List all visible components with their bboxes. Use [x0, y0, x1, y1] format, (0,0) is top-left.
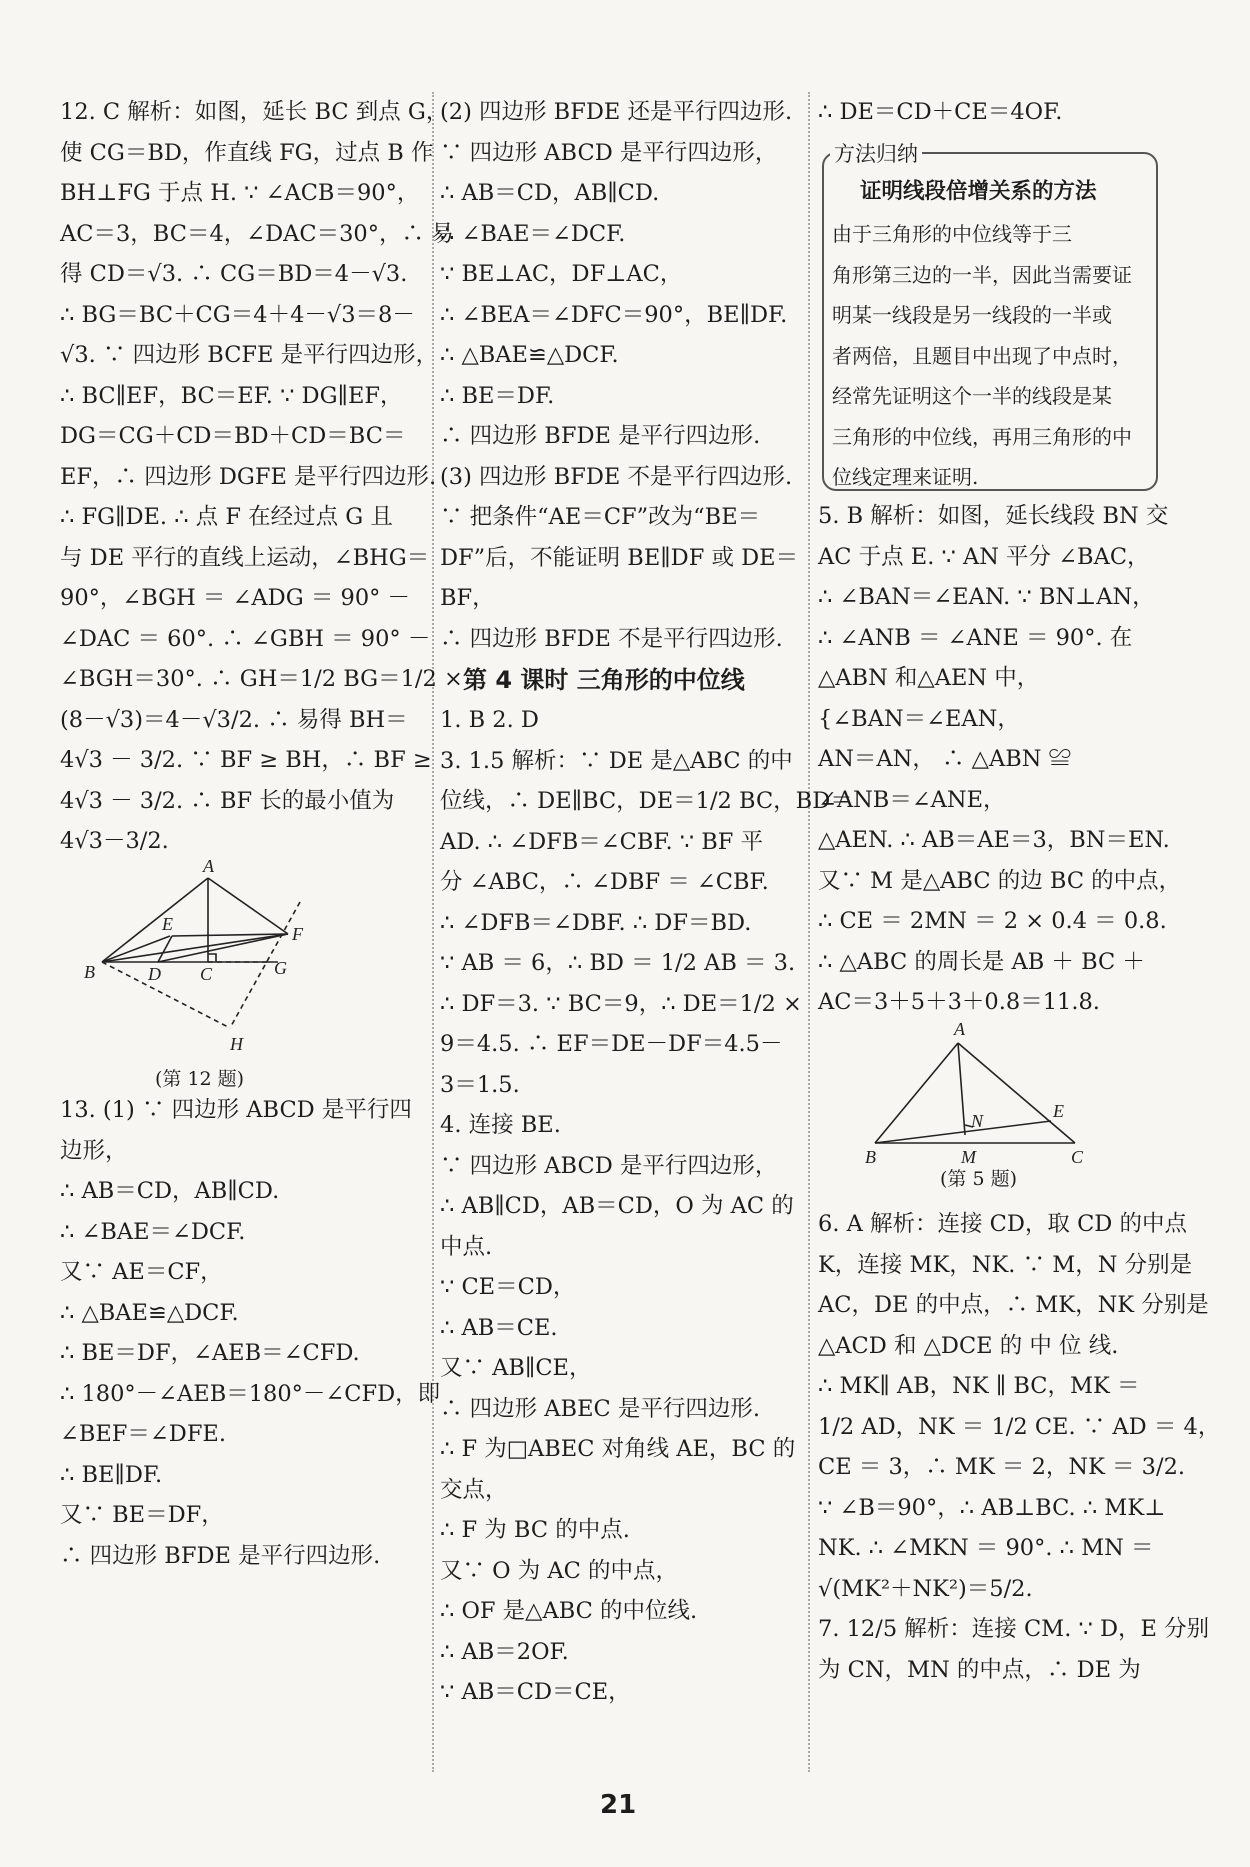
- text-line: 6. A 解析：连接 CD，取 CD 的中点: [818, 1211, 1187, 1237]
- text-line: (3) 四边形 BFDE 不是平行四边形.: [440, 463, 793, 490]
- column-3-top: [818, 92, 1062, 133]
- text-line: AC＝3，BC＝4，∠DAC＝30°，∴ 易: [60, 220, 454, 247]
- text-line: ∴ 四边形 BFDE 不是平行四边形.: [440, 625, 783, 652]
- column-1: [60, 92, 463, 862]
- label-M: M: [961, 1147, 976, 1165]
- text-line: 又∵ M 是△ABC 的边 BC 的中点，: [818, 867, 1182, 894]
- text-line: √3. ∵ 四边形 BCFE 是平行四边形，: [60, 342, 439, 368]
- text-line: 90°，∠BGH ＝ ∠ADG ＝ 90° －: [60, 585, 411, 611]
- text-line: ∴ DF＝3. ∵ BC＝9，∴ DE＝1/2 ×: [440, 990, 802, 1017]
- text-line: NK. ∴ ∠MKN ＝ 90°. ∴ MN ＝: [818, 1535, 1154, 1561]
- text-line: 得 CD＝√3. ∴ CG＝BD＝4－√3.: [60, 261, 408, 287]
- text-line: 1. B 2. D: [440, 707, 539, 733]
- text-line: ∵ AB＝CD＝CE，: [440, 1679, 631, 1705]
- text-line: △ABN 和△AEN 中，: [818, 665, 1040, 691]
- text-line: 7. 12/5 解析：连接 CM. ∵ D，E 分别: [818, 1616, 1210, 1642]
- text-line: 又∵ BE＝DF，: [60, 1502, 224, 1528]
- figure-5: [855, 1015, 1115, 1165]
- text-line: AD. ∴ ∠DFB＝∠CBF. ∵ BF 平: [440, 828, 764, 855]
- label-A: A: [203, 856, 214, 876]
- text-line: ∵ ∠B＝90°，∴ AB⊥BC. ∴ MK⊥: [818, 1494, 1166, 1521]
- label-B: B: [84, 962, 95, 982]
- text-line: ∴ OF 是△ABC 的中位线.: [440, 1598, 698, 1624]
- text-line: ∴ ∠BAE＝∠DCF.: [440, 220, 626, 247]
- text-line: 由于三角形的中位线等于三: [832, 222, 1072, 246]
- text-line: ∴ BC∥EF，BC＝EF. ∵ DG∥EF，: [60, 382, 403, 409]
- method-summary-body: [832, 214, 1147, 498]
- text-line: ∵ AB ＝ 6，∴ BD ＝ 1/2 AB ＝ 3.: [440, 950, 796, 976]
- text-line: ∠BGH＝30°. ∴ GH＝1/2 BG＝1/2 ×: [60, 666, 463, 692]
- text-line: ∴ ∠DFB＝∠DBF. ∴ DF＝BD.: [440, 909, 752, 936]
- text-line: ∴ F 为 BC 的中点.: [440, 1517, 630, 1543]
- text-line: ∵ BE⊥AC，DF⊥AC，: [440, 261, 683, 287]
- text-line: 又∵ AE＝CF，: [60, 1259, 223, 1285]
- text-line: ∴ MK∥ AB，NK ∥ BC，MK ＝: [818, 1373, 1140, 1399]
- text-line: ∴ ∠BAE＝∠DCF.: [60, 1218, 246, 1245]
- text-line: CE ＝ 3，∴ MK ＝ 2，NK ＝ 3/2.: [818, 1454, 1186, 1480]
- text-line: ∴ BE＝DF.: [440, 382, 555, 409]
- text-line: ∴ AB＝2OF.: [440, 1638, 569, 1665]
- text-line: EF，∴ 四边形 DGFE 是平行四边形.: [60, 463, 437, 490]
- page-number: 21: [600, 1790, 637, 1820]
- label-H: H: [230, 1034, 243, 1054]
- text-line: ∴ 四边形 BFDE 是平行四边形.: [440, 423, 761, 449]
- text-line: ∠BEF＝∠DFE.: [60, 1421, 227, 1447]
- label-F: F: [292, 924, 303, 944]
- label-D: D: [148, 964, 161, 984]
- text-line: ∠ANB＝∠ANE，: [818, 786, 1006, 813]
- text-line: 又∵ AB∥CE，: [440, 1355, 592, 1381]
- text-line: ∴ F 为□ABEC 对角线 AE，BC 的: [440, 1436, 796, 1462]
- text-line: ∴ ∠BAN＝∠EAN. ∵ BN⊥AN，: [818, 584, 1155, 610]
- text-line: ∵ 四边形 ABCD 是平行四边形，: [440, 139, 778, 166]
- text-line: ∴ △ABC 的周长是 AB ＋ BC ＋: [818, 948, 1145, 975]
- text-line: AN＝AN， ∴ △ABN ≌: [818, 746, 1072, 772]
- text-line: ∴ BG＝BC＋CG＝4＋4－√3＝8－: [60, 301, 415, 328]
- text-line: 1/2 AD，NK ＝ 1/2 CE. ∵ AD ＝ 4，: [818, 1413, 1221, 1440]
- label-N: N: [971, 1111, 984, 1131]
- text-line: 分 ∠ABC，∴ ∠DBF ＝ ∠CBF.: [440, 869, 769, 895]
- text-line: 中点.: [440, 1233, 493, 1260]
- column-1-lower: [60, 1090, 440, 1576]
- text-line: ∠DAC ＝ 60°. ∴ ∠GBH ＝ 90° －: [60, 625, 431, 652]
- text-line: 位线，∴ DE∥BC，DE＝1/2 BC，BD＝: [440, 788, 853, 814]
- text-line: 角形第三边的一半，因此当需要证: [832, 262, 1132, 287]
- label-B: B: [865, 1147, 876, 1165]
- text-line: (8－√3)＝4－√3/2. ∴ 易得 BH＝: [60, 706, 408, 733]
- text-line: ∴ 四边形 ABEC 是平行四边形.: [440, 1395, 761, 1422]
- text-line: 与 DE 平行的直线上运动，∠BHG＝: [60, 544, 430, 571]
- text-line: ∵ 把条件“AE＝CF”改为“BE＝: [440, 504, 761, 530]
- section-title: 第 4 课时 三角形的中位线: [463, 666, 745, 694]
- text-line: ∴ AB＝CD，AB∥CD.: [440, 180, 660, 206]
- text-line: 4√3－3/2.: [60, 828, 169, 854]
- text-line: ∴ △BAE≌△DCF.: [440, 342, 619, 368]
- figure-12-caption: (第 12 题): [155, 1068, 245, 1090]
- text-line: DF”后，不能证明 BE∥DF 或 DE＝: [440, 544, 799, 571]
- text-line: ∴ ∠BEA＝∠DFC＝90°，BE∥DF.: [440, 301, 788, 328]
- text-line: ∴ AB＝CE.: [440, 1314, 558, 1341]
- column-3-lower: [818, 1204, 1220, 1690]
- label-C: C: [200, 964, 213, 984]
- text-line: ∴ AB＝CD，AB∥CD.: [60, 1178, 280, 1204]
- label-G: G: [274, 958, 287, 978]
- text-line: ∴ 四边形 BFDE 是平行四边形.: [60, 1542, 381, 1569]
- column-2-lower: [440, 700, 853, 1713]
- label-E: E: [162, 914, 173, 934]
- figure-12: [70, 850, 370, 1065]
- text-line: ∴ CE ＝ 2MN ＝ 2 × 0.4 ＝ 0.8.: [818, 908, 1167, 934]
- text-line: ∴ FG∥DE. ∴ 点 F 在经过点 G 且: [60, 504, 393, 530]
- text-line: △AEN. ∴ AB＝AE＝3，BN＝EN.: [818, 827, 1170, 853]
- text-line: ∴ BE∥DF.: [60, 1461, 163, 1488]
- text-line: {∠BAN＝∠EAN，: [818, 705, 1020, 732]
- text-line: 9＝4.5. ∴ EF＝DE－DF＝4.5－: [440, 1031, 783, 1057]
- text-line: ∴ ∠ANB ＝ ∠ANE ＝ 90°. 在: [818, 624, 1133, 651]
- text-line: BF，: [440, 585, 495, 611]
- text-line: 经常先证明这个一半的线段是某: [832, 384, 1112, 408]
- text-line: 4. 连接 BE.: [440, 1112, 561, 1138]
- text-line: ∴ BE＝DF，∠AEB＝∠CFD.: [60, 1340, 360, 1366]
- text-line: 边形，: [60, 1137, 128, 1164]
- text-line: 交点，: [440, 1476, 508, 1503]
- text-line: K，连接 MK，NK. ∵ M，N 分别是: [818, 1251, 1193, 1278]
- text-line: ∴ 180°－∠AEB＝180°－∠CFD，即: [60, 1380, 441, 1407]
- method-summary-title: 证明线段倍增关系的方法: [860, 179, 1097, 204]
- text-line: 明某一线段是另一线段的一半或: [832, 303, 1112, 327]
- column-2-upper: [440, 92, 798, 659]
- label-C: C: [1071, 1147, 1084, 1165]
- text-line: 位线定理来证明.: [832, 465, 979, 489]
- text-line: ∴ AB∥CD，AB＝CD，O 为 AC 的: [440, 1193, 794, 1219]
- text-line: BH⊥FG 于点 H. ∵ ∠ACB＝90°，: [60, 180, 420, 206]
- text-line: 为 CN，MN 的中点，∴ DE 为: [818, 1656, 1141, 1683]
- text-line: 者两倍，且题目中出现了中点时，: [832, 343, 1132, 368]
- text-line: ∴ △BAE≌△DCF.: [60, 1299, 239, 1326]
- text-line: AC，DE 的中点，∴ MK，NK 分别是: [818, 1292, 1209, 1318]
- text-line: 三角形的中位线，再用三角形的中: [832, 424, 1132, 449]
- text-line: △ACD 和 △DCE 的 中 位 线.: [818, 1332, 1119, 1359]
- text-line: 又∵ O 为 AC 的中点，: [440, 1557, 679, 1584]
- text-line: ∵ 四边形 ABCD 是平行四边形，: [440, 1152, 778, 1179]
- text-line: 3＝1.5.: [440, 1071, 520, 1098]
- text-line: ∵ CE＝CD，: [440, 1274, 576, 1300]
- text-line: 使 CG＝BD，作直线 FG，过点 B 作: [60, 139, 434, 166]
- text-line: √(MK²＋NK²)＝5/2.: [818, 1575, 1033, 1602]
- text-line: AC＝3＋5＋3＋0.8＝11.8.: [818, 989, 1100, 1015]
- text-line: 3. 1.5 解析：∵ DE 是△ABC 的中: [440, 747, 793, 774]
- label-A: A: [954, 1019, 965, 1039]
- text-line: (2) 四边形 BFDE 还是平行四边形.: [440, 99, 793, 125]
- text-line: 12. C 解析：如图，延长 BC 到点 G，: [60, 99, 449, 125]
- label-E: E: [1053, 1101, 1064, 1121]
- text-line: ∴ DE＝CD＋CE＝4OF.: [818, 99, 1063, 125]
- text-line: DG＝CG＋CD＝BD＋CD＝BC＝: [60, 423, 406, 449]
- text-line: AC 于点 E. ∵ AN 平分 ∠BAC，: [818, 543, 1150, 570]
- text-line: 4√3 － 3/2. ∴ BF 长的最小值为: [60, 787, 395, 814]
- text-line: 13. (1) ∵ 四边形 ABCD 是平行四: [60, 1097, 412, 1123]
- method-summary-tab: 方法归纳: [830, 138, 922, 168]
- figure-5-caption: (第 5 题): [940, 1168, 1017, 1190]
- column-3-middle: [818, 496, 1181, 1023]
- text-line: 5. B 解析：如图，延长线段 BN 交: [818, 503, 1169, 529]
- text-line: 4√3 － 3/2. ∵ BF ≥ BH，∴ BF ≥: [60, 747, 432, 773]
